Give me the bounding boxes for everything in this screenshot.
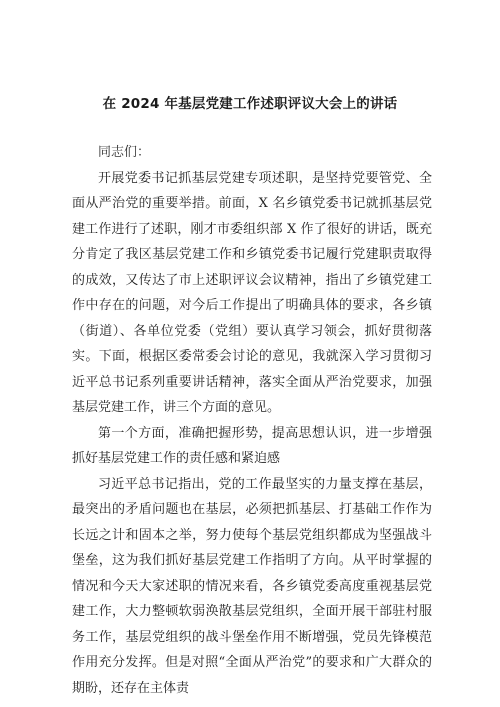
paragraph-section-heading: 第一个方面，准确把握形势，提高思想认识，进一步增强抓好基层党建工作的责任感和紧迫感 — [72, 425, 432, 466]
paragraph-body: 习近平总书记指出，党的工作最坚实的力量支撑在基层，最突出的矛盾问题也在基层，必须把抓基层、打基础工作作为长远之计和固本之举，努力使每个基层党组织都成为坚强战斗堡垒，这为我们抓好基层党建工作指明了方向。从平时掌握的情况和今天大家述职的情况来看，各乡镇党委高度重视基层党建工作，大力整顿软弱涣散基层党组织，全面开展干部驻村服务工作，基层党组织的战斗堡垒作用不断增强，党员先锋模范作用充分发挥。但是对照“全面从严治党”的要求和广大群众的期盼，还存在主体责 — [72, 476, 432, 696]
paragraph-opening: 开展党委书记抓基层党建专项述职，是坚持党要管党、全面从严治党的重要举措。前面，X 名乡镇党委书记就抓基层党建工作进行了述职，刚才市委组织部 X 作了很好的讲话，既充分肯定了我区基层党建工作和乡镇党委书记履行党建职责取得的成效，又传达了市上述职评议会议精神，指出了乡镇党建工作中存在的问题，对今后工作提出了明确具体的要求，各乡镇（街道）、各单位党委（党组）要认真学习领会，抓好贯彻落实。下面，根据区委常委会讨论的意见，我就深入学习贯彻习近平总书记系列重要讲话精神，落实全面从严治党要求，加强基层党建工作，讲三个方面的意见。 — [72, 170, 432, 415]
document-title: 在 2024 年基层党建工作述职评议大会上的讲话 — [102, 96, 398, 112]
greeting: 同志们： — [98, 145, 151, 160]
document-body — [72, 140, 432, 701]
